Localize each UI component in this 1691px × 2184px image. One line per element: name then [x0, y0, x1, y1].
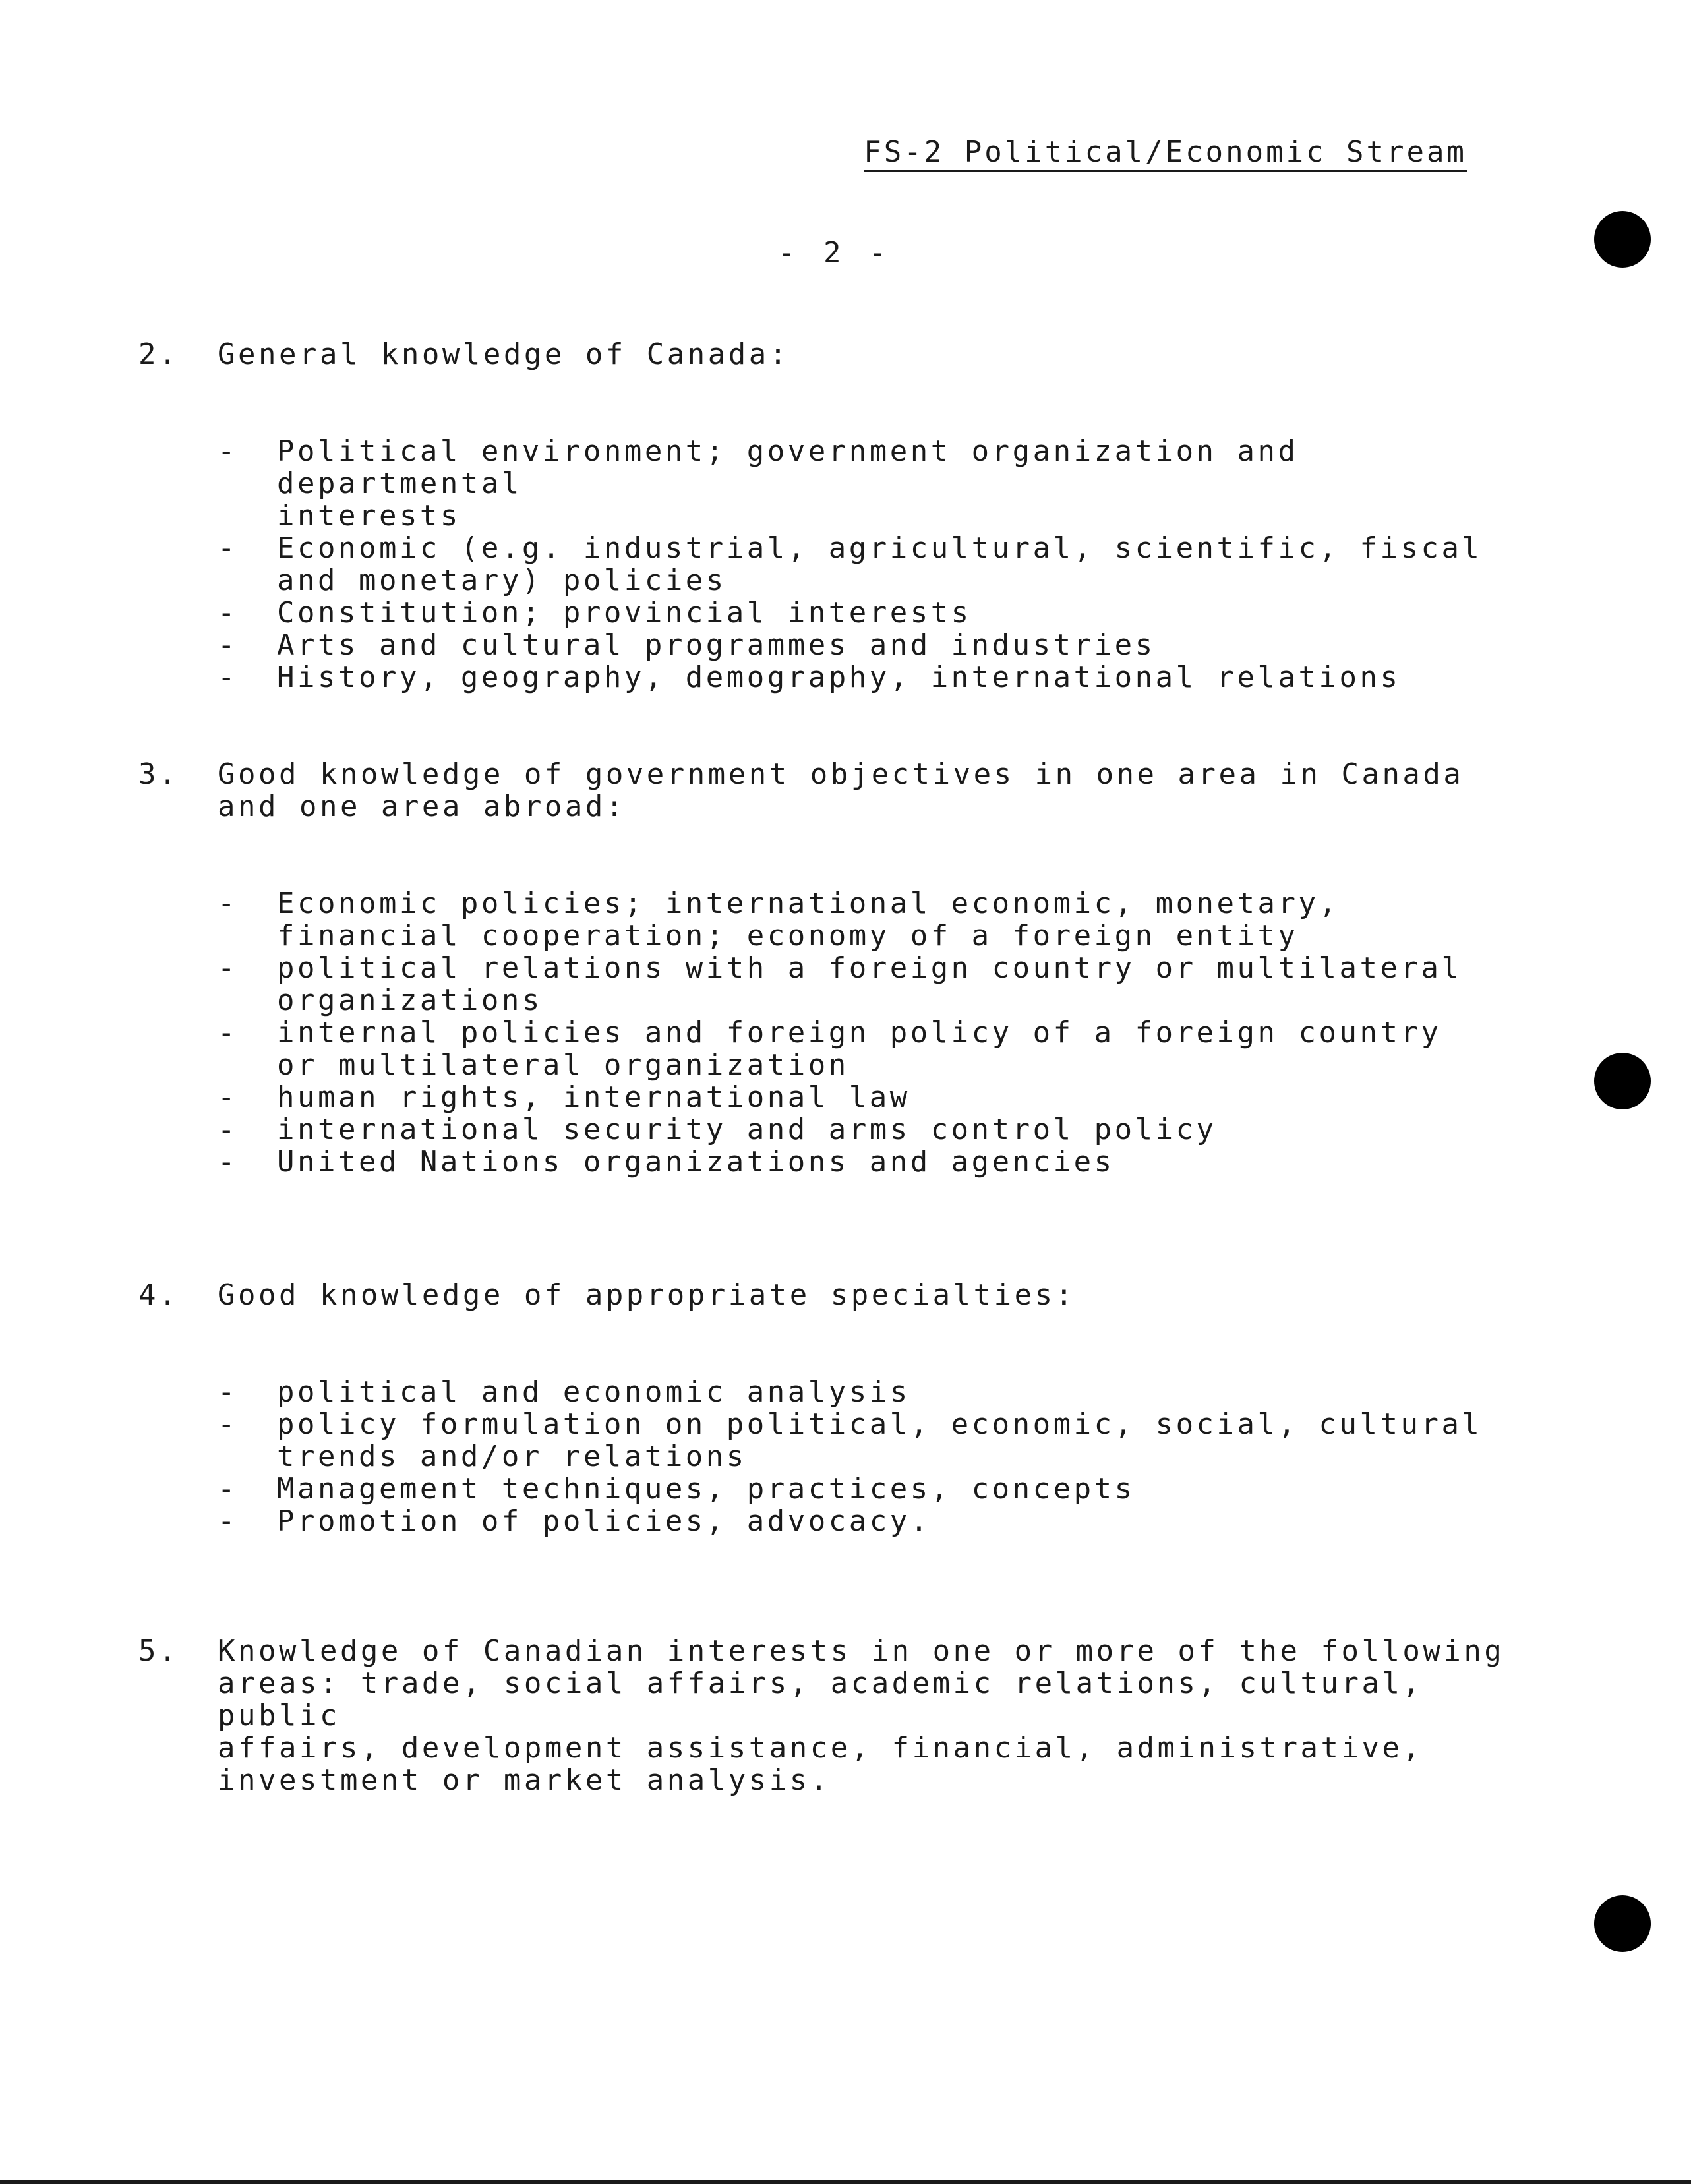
dash-bullet: -	[218, 951, 238, 985]
dash-bullet: -	[218, 531, 238, 565]
punch-hole-middle	[1594, 1053, 1651, 1109]
list-item: - internal policies and foreign policy of a foreign country or multilateral organization	[218, 1016, 1442, 1082]
list-item: - human rights, international law	[218, 1080, 910, 1114]
dash-bullet: -	[218, 1472, 238, 1506]
dash-bullet: -	[218, 887, 238, 920]
list-item: - international security and arms control policy	[218, 1113, 1217, 1146]
list-item: - Arts and cultural programmes and industries	[218, 628, 1156, 662]
bullet-list	[138, 435, 1523, 694]
dash-bullet: -	[218, 1504, 238, 1538]
list-item: - Economic (e.g. industrial, agricultural, scientific, fiscal and monetary) policies	[218, 531, 1483, 597]
page-bottom-edge	[0, 2180, 1691, 2184]
section-2	[138, 338, 1523, 694]
section-heading: Good knowledge of appropriate specialties:	[218, 1278, 1076, 1312]
list-item: - Constitution; provincial interests	[218, 596, 972, 630]
section-3	[138, 758, 1523, 1178]
dash-bullet: -	[218, 1113, 238, 1146]
section-heading: General knowledge of Canada:	[218, 338, 790, 371]
section-heading: Knowledge of Canadian interests in one or more of the following areas: trade, social affairs, academic relations, cultural, public affairs, development assistance, financial, administrative, investment or market analysis.	[218, 1634, 1505, 1797]
section-number: 5.	[138, 1634, 179, 1668]
list-item: - Management techniques, practices, concepts	[218, 1472, 1135, 1506]
punch-hole-bottom	[1594, 1895, 1651, 1952]
list-item: - policy formulation on political, economic, social, cultural trends and/or relations	[218, 1407, 1483, 1473]
list-item: - United Nations organizations and agencies	[218, 1145, 1115, 1179]
dash-bullet: -	[218, 1375, 238, 1409]
section-number: 3.	[138, 757, 179, 791]
dash-bullet: -	[218, 628, 238, 662]
section-number: 4.	[138, 1278, 179, 1312]
page-number: - 2 -	[778, 236, 892, 270]
dash-bullet: -	[218, 1407, 238, 1441]
list-item: - political and economic analysis	[218, 1375, 910, 1409]
dash-bullet: -	[218, 596, 238, 630]
dash-bullet: -	[218, 1145, 238, 1179]
punch-hole-top	[1594, 211, 1651, 268]
bullet-list	[138, 887, 1523, 1178]
dash-bullet: -	[218, 434, 238, 468]
list-item: - Economic policies; international economic, monetary, financial cooperation; economy of a foreign entity	[218, 887, 1340, 953]
dash-bullet: -	[218, 1016, 238, 1049]
stream-title: FS-2 Political/Economic Stream	[864, 135, 1467, 172]
section-number: 2.	[138, 338, 179, 371]
section-heading: Good knowledge of government objectives in one area in Canada and one area abroad:	[218, 757, 1464, 823]
list-item: - History, geography, demography, international relations	[218, 661, 1401, 694]
section-4	[138, 1279, 1523, 1537]
bullet-list	[138, 1376, 1523, 1537]
dash-bullet: -	[218, 1080, 238, 1114]
list-item: - Political environment; government organization and departmental interests	[218, 434, 1319, 533]
list-item: - political relations with a foreign country or multilateral organizations	[218, 951, 1462, 1017]
list-item: - Promotion of policies, advocacy.	[218, 1504, 931, 1538]
section-5	[138, 1635, 1523, 1796]
dash-bullet: -	[218, 661, 238, 694]
